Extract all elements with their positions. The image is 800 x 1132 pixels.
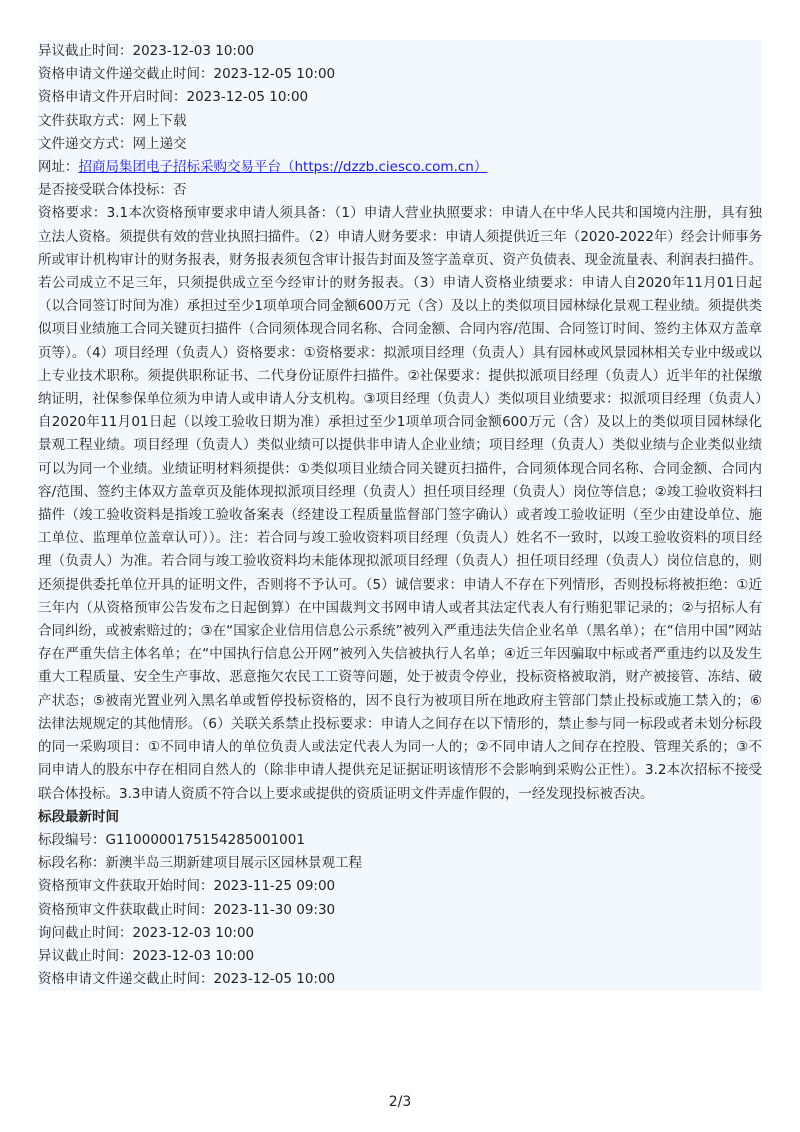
application-opening-time: 资格申请文件开启时间：2023-12-05 10:00 bbox=[38, 89, 309, 106]
inquiry-deadline: 询问截止时间：2023-12-03 10:00 bbox=[38, 924, 255, 941]
application-submission-deadline: 资格申请文件递交截止时间：2023-12-05 10:00 bbox=[38, 66, 336, 83]
platform-link[interactable]: 招商局集团电子招标采购交易平台（https://dzzb.ciesco.com.cn） bbox=[78, 159, 488, 176]
joint-bid-line: 是否接受联合体投标：否 bbox=[38, 182, 187, 199]
document-submission-method: 文件递交方式：网上递交 bbox=[38, 135, 187, 152]
application-submission-deadline-2: 资格申请文件递交截止时间：2023-12-05 10:00 bbox=[38, 971, 336, 988]
document-acquisition-method: 文件获取方式：网上下载 bbox=[38, 112, 187, 129]
qualification-requirements: 资格要求：3.1本次资格预审要求申请人须具备：（1）申请人营业执照要求：申请人在中华人民共和国境内注册，具有独立法人资格。须提供有效的营业执照扫描件。（2）申请人财务要求：申请人须提供近三年（2020-2022年）经会计师事务所或审计机构审计的财务报表，财务报表须包含审计报告封面及签字盖章页、资产负债表、现金流量表、利润表扫描件。若公司成立不足三年，只须提供成立至今经审计的财务报表。（3）申请人资格业绩要求：申请人自2020年11月01日起（以合同签订时间为准）承担过至少1项单项合同金额600万元（含）及以上的类似项目园林绿化景观工程业绩。须提供类似项目业绩施工合同关键页扫描件（合同须体现合同名称、合同金额、合同内容/范围、合同签订时间、签约主体双方盖章页等）。（4）项目经理（负责人）资格要求：①资格要求：拟派项目经理（负责人）具有园林或风景园林相关专业中级或以上专业技术职称。须提供职称证书、二代身份证原件扫描件。②社保要求：提供拟派项目经理（负责人）近半年的社保缴纳证明，社保参保单位须为申请人或申请人分支机构。③项目经理（负责人）类似项目业绩要求：拟派项目经理（负责人）自2020年11月01日起（以竣工验收日期为准）承担过至少1项单项合同金额600万元（含）及以上的类似项目园林绿化景观工程业绩。项目经理（负责人）类似业绩可以提供非申请人企业业绩；项目经理（负责人）类似业绩与企业类似业绩可以为同一个业绩。业绩证明材料须提供：①类似项目业绩合同关键页扫描件，合同须体现合同名称、合同金额、合同内容/范围、签约主体双方盖章页及能体现拟派项目经理（负责人）担任项目经理（负责人）岗位等信息；②竣工验收资料扫描件（竣工验收资料是指竣工验收备案表（经建设工程质量监督部门签字确认）或者竣工验收证明（至少由建设单位、施工单位、监理单位盖章认可））。注：若合同与竣工验收资料项目经理（负责人）姓名不一致时，以竣工验收资料的项目经理（负责人）为准。若合同与竣工验收资料均未能体现拟派项目经理（负责人）担任项目经理（负责人）岗位信息的，则还须提供委托单位开具的证明文件，否则将不予认可。（5）诚信要求：申请人不存在下列情形，否则投标将被拒绝：①近三年内（从资格预审公告发布之日起倒算）在中国裁判文书网申请人或者其法定代表人有行贿犯罪记录的；②与招标人有合同纠纷，或被索赔过的；③在“国家企业信用信息公示系统”被列入严重违法失信企业名单（黑名单）；在“信用中国”网站存在严重失信主体名单；在“中国执行信息公开网”被列入失信被执行人名单；④近三年因骗取中标或者严重违约以及发生重大工程质量、安全生产事故、恶意拖欠农民工工资等问题，处于被责令停业，投标资格被取消，财产被接管、冻结、破产状态；⑤被南光置业列入黑名单或暂停投标资格的，因不良行为被项目所在地政府主管部门禁止投标或施工禁入的；⑥法律法规规定的其他情形。（6）关联关系禁止投标要求：申请人之间存在以下情形的，禁止参与同一标段或者未划分标段的同一采购项目：①不同申请人的单位负责人或法定代表人为同一人的；②不同申请人之间存在控股、管理关系的；③不同申请人的股东中存在相同自然人的（除非申请人提供充足证据证明该情形不会影响到采购公正性）。3.2本次招标不接受联合体投标。3.3申请人资质不符合以上要求或提供的资质证明文件弄虚作假的，一经发现投标被否决。 bbox=[38, 205, 763, 802]
objection-deadline-2: 异议截止时间：2023-12-03 10:00 bbox=[38, 947, 255, 964]
objection-deadline: 异议截止时间：2023-12-03 10:00 bbox=[38, 43, 255, 59]
lot-number: 标段编号：G1100000175154285001001 bbox=[38, 831, 305, 848]
prequal-acquisition-end: 资格预审文件获取截止时间：2023-11-30 09:30 bbox=[38, 901, 336, 918]
prequal-acquisition-start: 资格预审文件获取开始时间：2023-11-25 09:00 bbox=[38, 878, 336, 895]
section-title: 标段最新时间 bbox=[38, 808, 119, 825]
website-line bbox=[38, 156, 762, 179]
document-body bbox=[38, 40, 762, 991]
page-number: 2/3 bbox=[388, 1094, 412, 1110]
lot-name: 标段名称：新澳半岛三期新建项目展示区园林景观工程 bbox=[38, 855, 362, 872]
website-label: 网址： bbox=[38, 159, 79, 176]
